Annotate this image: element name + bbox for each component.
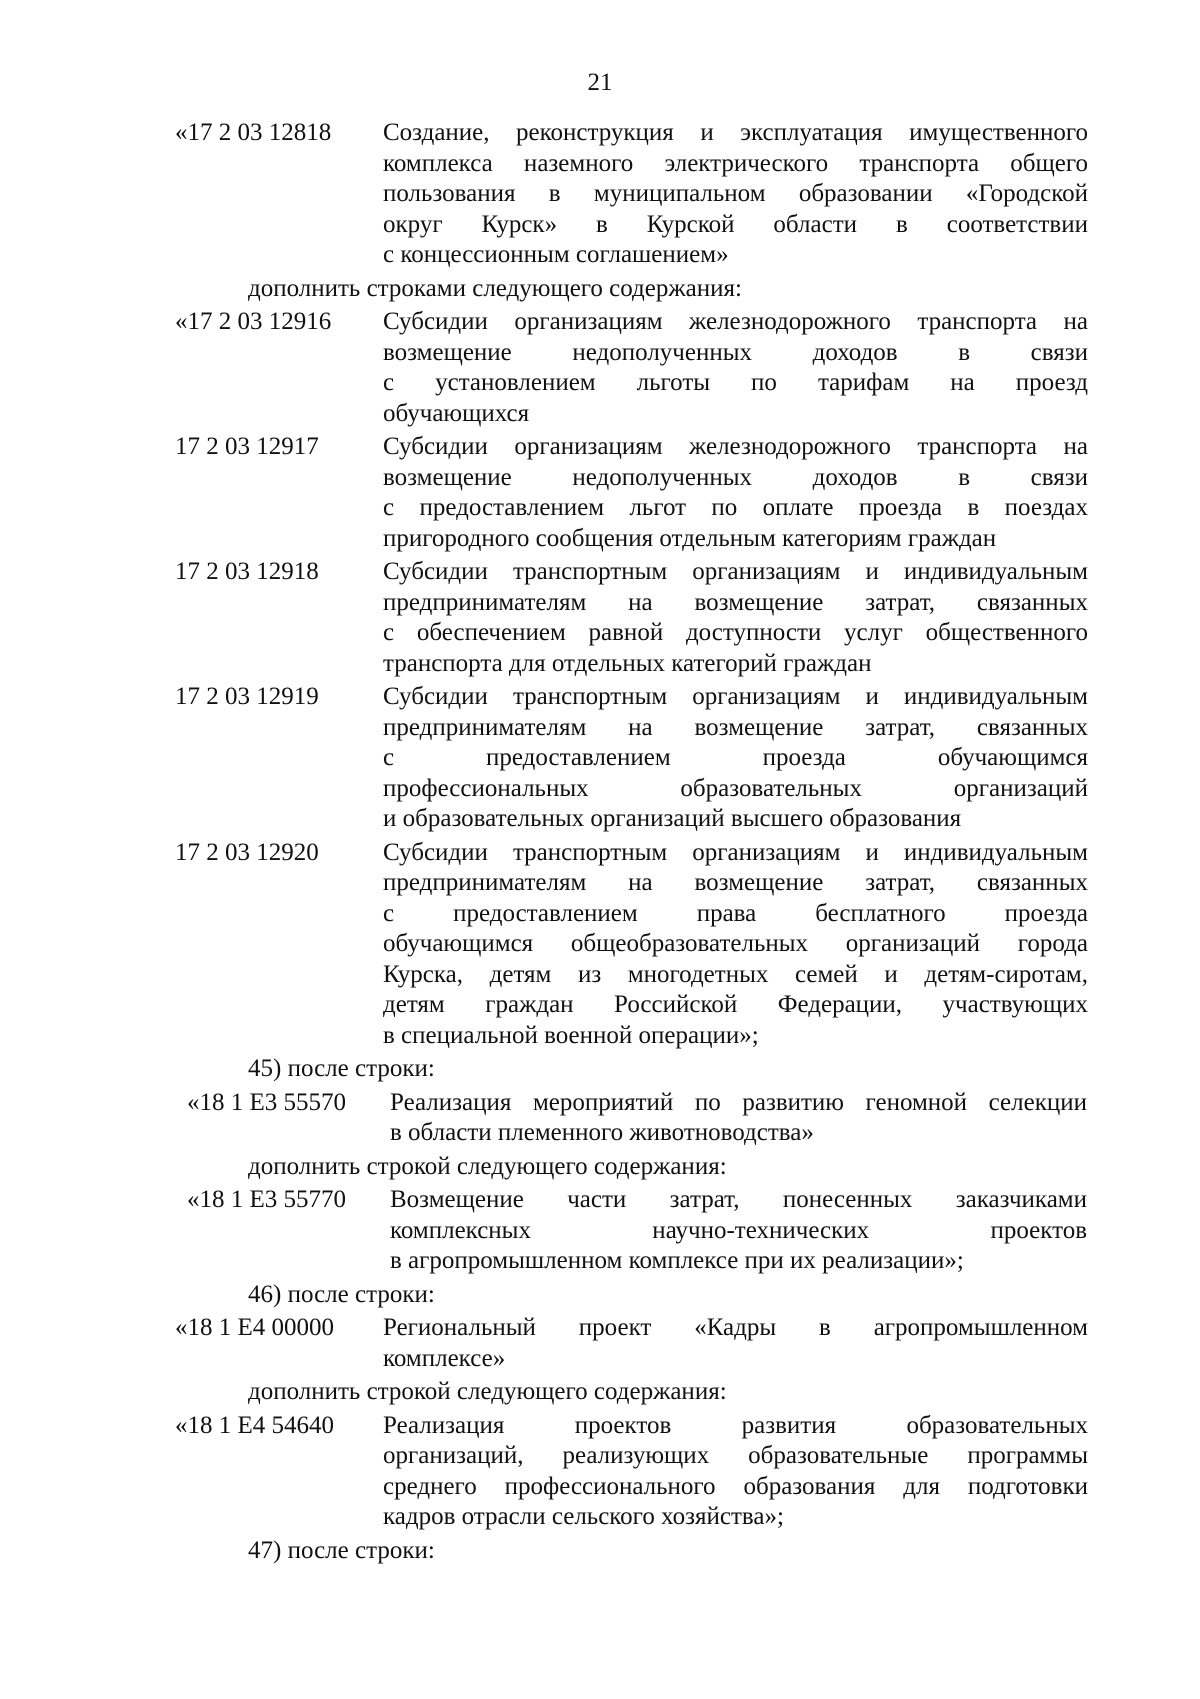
budget-code-description <box>383 1411 1088 1533</box>
budget-code: 17 2 03 12920 <box>175 838 319 866</box>
description-line: возмещение недополученных доходов в связи <box>383 338 1088 366</box>
budget-code-description <box>383 1313 1088 1374</box>
document-body <box>0 118 1200 1569</box>
budget-code-entry <box>0 432 1200 554</box>
budget-code-entry <box>0 1185 1200 1277</box>
description-line: обучающимся общеобразовательных организаций города <box>383 930 1088 957</box>
budget-code: «18 1 Е3 55570 <box>187 1088 347 1116</box>
description-line: Реализация проектов развития образовательных <box>383 1411 1088 1439</box>
budget-code-entry <box>0 557 1200 679</box>
description-line: комплекса наземного электрического транспорта общего <box>383 149 1088 177</box>
budget-code-entry <box>0 838 1200 1052</box>
budget-code: 17 2 03 12918 <box>175 558 319 585</box>
description-line: с обеспечением равной доступности услуг общественного <box>383 619 1088 646</box>
budget-code-description <box>383 118 1088 271</box>
budget-code-entry <box>0 307 1200 429</box>
amendment-instruction: дополнить строкой следующего содержания: <box>248 1378 727 1405</box>
budget-code: 17 2 03 12917 <box>175 433 319 460</box>
amendment-instruction: дополнить строками следующего содержания: <box>248 274 742 302</box>
description-line: транспорта для отдельных категорий граждан <box>383 649 872 677</box>
description-line: в области племенного животноводства» <box>390 1119 814 1146</box>
description-line: Субсидии организациям железнодорожного транспорта на <box>383 308 1088 335</box>
description-line: пользования в муниципальном образовании «Городской <box>383 180 1088 207</box>
budget-code: «18 1 Е3 55770 <box>187 1186 347 1213</box>
description-line: с предоставлением льгот по оплате проезда в поездах <box>383 494 1088 521</box>
budget-code-entry <box>0 118 1200 271</box>
budget-code: «18 1 Е4 54640 <box>175 1411 335 1439</box>
description-line: среднего профессионального образования для подготовки <box>383 1472 1088 1500</box>
description-line: предпринимателям на возмещение затрат, связанных <box>383 713 1088 741</box>
amendment-instruction: дополнить строкой следующего содержания: <box>248 1152 727 1180</box>
amendment-instruction: 45) после строки: <box>248 1055 435 1082</box>
description-line: Курска, детям из многодетных семей и детям-сиротам, <box>383 960 1088 988</box>
description-line: с предоставлением проезда обучающимся <box>383 744 1088 771</box>
budget-code-description <box>383 432 1088 554</box>
description-line: предпринимателям на возмещение затрат, связанных <box>383 588 1088 616</box>
budget-code-entry <box>0 1411 1200 1533</box>
description-line: Региональный проект «Кадры в агропромышленном <box>383 1314 1088 1341</box>
amendment-instruction: 46) после строки: <box>248 1280 435 1308</box>
description-line: Возмещение части затрат, понесенных заказчиками <box>390 1186 1087 1213</box>
description-line: Создание, реконструкция и эксплуатация имущественного <box>383 119 1088 146</box>
description-line: комплексных научно-технических проектов <box>390 1216 1087 1244</box>
description-line: возмещение недополученных доходов в связи <box>383 463 1088 491</box>
description-line: округ Курск» в Курской области в соответствии <box>383 210 1088 238</box>
description-line: комплексе» <box>383 1344 506 1372</box>
description-line: профессиональных образовательных организаций <box>383 774 1088 802</box>
description-line: Субсидии транспортным организациям и индивидуальным <box>383 838 1088 866</box>
description-line: с предоставлением права бесплатного проезда <box>383 899 1088 927</box>
description-line: Субсидии транспортным организациям и индивидуальным <box>383 683 1088 710</box>
description-line: предпринимателям на возмещение затрат, связанных <box>383 869 1088 896</box>
description-line: в агропромышленном комплексе при их реализации»; <box>390 1247 964 1274</box>
budget-code-entry <box>0 682 1200 835</box>
budget-code: 17 2 03 12919 <box>175 683 319 710</box>
budget-code-description <box>383 838 1088 1052</box>
description-line: Субсидии организациям железнодорожного транспорта на <box>383 433 1088 460</box>
description-line: пригородного сообщения отдельным категориям граждан <box>383 524 997 552</box>
budget-code-entry <box>0 1088 1200 1149</box>
budget-code-description <box>390 1088 1087 1149</box>
budget-code-description <box>383 307 1088 429</box>
description-line: Субсидии транспортным организациям и индивидуальным <box>383 558 1088 585</box>
budget-code-description <box>383 682 1088 835</box>
amendment-instruction: 47) после строки: <box>248 1536 435 1564</box>
description-line: в специальной военной операции»; <box>383 1021 759 1049</box>
description-line: кадров отрасли сельского хозяйства»; <box>383 1503 784 1530</box>
budget-code-description <box>390 1185 1087 1277</box>
budget-code-description <box>383 557 1088 679</box>
budget-code: «17 2 03 12916 <box>175 308 332 335</box>
budget-code: «18 1 Е4 00000 <box>175 1314 335 1341</box>
page-number: 21 <box>587 69 613 96</box>
description-line: с концессионным соглашением» <box>383 241 729 268</box>
description-line: организаций, реализующих образовательные программы <box>383 1442 1088 1469</box>
budget-code: «17 2 03 12818 <box>175 119 332 146</box>
description-line: Реализация мероприятий по развитию геномной селекции <box>390 1088 1087 1116</box>
description-line: детям граждан Российской Федерации, участвующих <box>383 991 1088 1018</box>
description-line: и образовательных организаций высшего образования <box>383 805 962 832</box>
description-line: с установлением льготы по тарифам на проезд <box>383 369 1088 396</box>
description-line: обучающихся <box>383 399 530 427</box>
budget-code-entry <box>0 1313 1200 1374</box>
